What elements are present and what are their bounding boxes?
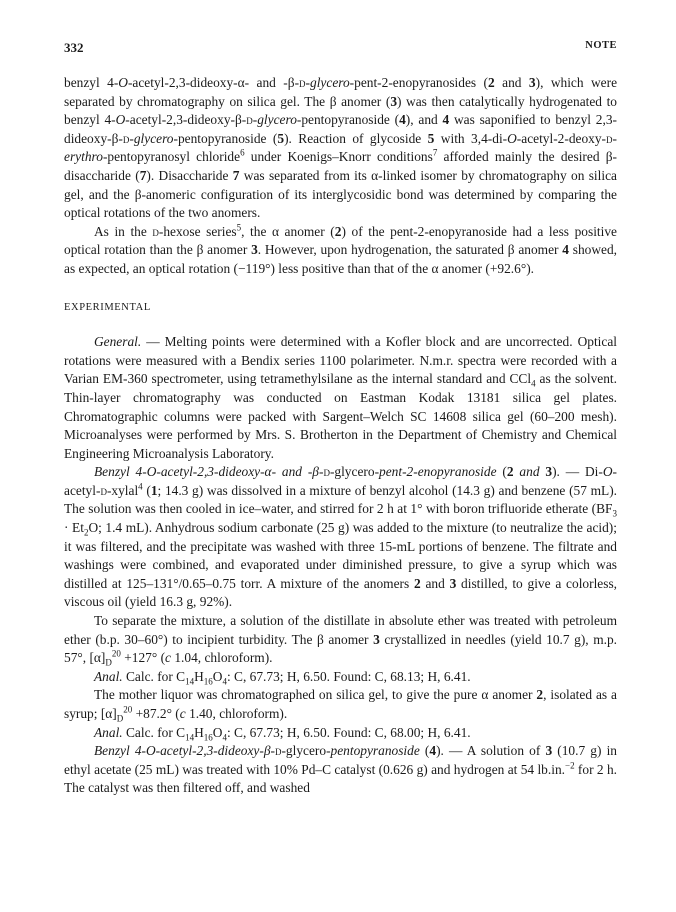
paragraph-hydrogenation: Benzyl 4-O-acetyl-2,3-dideoxy-β-d-glycero-pentopyranoside (4). — A solution of 3 (10.7 g) in ethyl acetate (25 mL) was treated with 10% Pd–C catalyst (0.626 g) and hydrogen at 54 lb.in.$^{-2}$ for 2 h. The catalyst was then filtered off, and washed [64,743,617,796]
section-heading: EXPERIMENTAL [64,301,151,313]
paragraph-synthesis: Benzyl 4-O-acetyl-2,3-dideoxy-α- and -β-d-glycero-pent-2-enopyranoside (2 and 3). — Di-O-acetyl-d-xylal$^4$ (1; 14.3 g) was dissolved in a mixture of benzyl alcohol (14.3 g) and benzene (57 mL). The solution was then cooled in ice–water, and stirred for 2 h at 1° with boron trifluoride etherate ($BF_3 \cdot Et_2O$; 1.4 mL). Anhydrous sodium carbonate (25 g) was added to the mixture (to neutralize the acid); it was filtered, and the precipitate was washed with three 15-mL portions of benzene. The filtrate and washings were combined, and evaporated under diminished pressure, to give a syrup which was distilled at 125–131°/0.65–0.75 torr. A mixture of the anomers 2 and 3 distilled, to give a colorless, viscous oil (yield 16.3 g, 92%). [64,464,618,610]
paper-page [64,40,617,798]
page-header [64,40,617,60]
paragraph-analysis-1: Anal. Calc. for $C_{14}H_{16}O_4$: C, 67.73; H, 6.50. Found: C, 68.13; H, 6.41. [94,668,471,687]
paragraph-intro: benzyl 4-O-acetyl-2,3-dideoxy-α- and -β-d-glycero-pent-2-enopyranosides (2 and 3), which were separated by chromatography on silica gel. The β anomer (3) was then catalytically hydrogenated to benzyl 4-O-acetyl-2,3-dideoxy-β-d-glycero-pentopyranoside (4), and 4 was saponified to benzyl 2,3-dideoxy-β-d-glycero-pentopyranoside (5). Reaction of glycoside 5 with 3,4-di-O-acetyl-2-deoxy-d-erythro-pentopyranosyl chloride$^6$ under Koenigs–Knorr conditions$^7$ afforded mainly the desired β-disaccharide (7). Disaccharide 7 was separated from its α-linked isomer by chromatography on silica gel, and the β-anomeric configuration of its interglycosidic bond was determined by comparing the optical rotations of the two anomers. [64,75,618,221]
running-head: NOTE [585,40,617,51]
page-number: 332 [64,40,84,55]
paragraph-analysis-2: Anal. Calc. for $C_{14}H_{16}O_4$: C, 67.73; H, 6.50. Found: C, 68.00; H, 6.41. [94,724,471,743]
general-label: General. [94,334,142,350]
body-text [64,74,617,798]
paragraph-rotation: As in the d-hexose series$^5$, the α anomer (2) of the pent-2-enopyranoside had a less positive optical rotation than the β anomer 3. However, upon hydrogenation, the saturated β anomer 4 showed, as expected, an optical rotation (−119°) less positive than that of the α anomer (+92.6°). [64,222,618,276]
paragraph-separation: To separate the mixture, a solution of the distillate in absolute ether was treated with petroleum ether (b.p. 30–60°) to incipient turbidity. The β anomer 3 crystallized in needles (yield 10.7 g), m.p. 57°, $[\alpha]_D^{20} +127^\circ$ (c 1.04, chloroform). [64,613,618,668]
paragraph-mother-liquor: The mother liquor was chromatographed on silica gel, to give the pure α anomer 2, isolated as a syrup; $[\alpha]_D^{20} +87.2^\circ$ (c 1.40, chloroform). [64,687,617,724]
paragraph-general: General. — Melting points were determined with a Kofler block and are uncorrected. Optical rotations were measured with a Bendix series 1100 polarimeter. N.m.r. spectra were recorded with a Varian EM-360 spectrometer, using tetramethylsilane as the internal standard and CCl$_4$ as the solvent. Thin-layer chromatography was conducted on Eastman Kodak 13181 silica gel plates. Chromatographic columns were packed with Sargent–Welch SC 14608 silica gel (60–200 mesh). Microanalyses were performed by Mrs. S. Brotherton in the Department of Chemistry and Chemical Engineering Microanalysis Laboratory. [64,334,618,461]
